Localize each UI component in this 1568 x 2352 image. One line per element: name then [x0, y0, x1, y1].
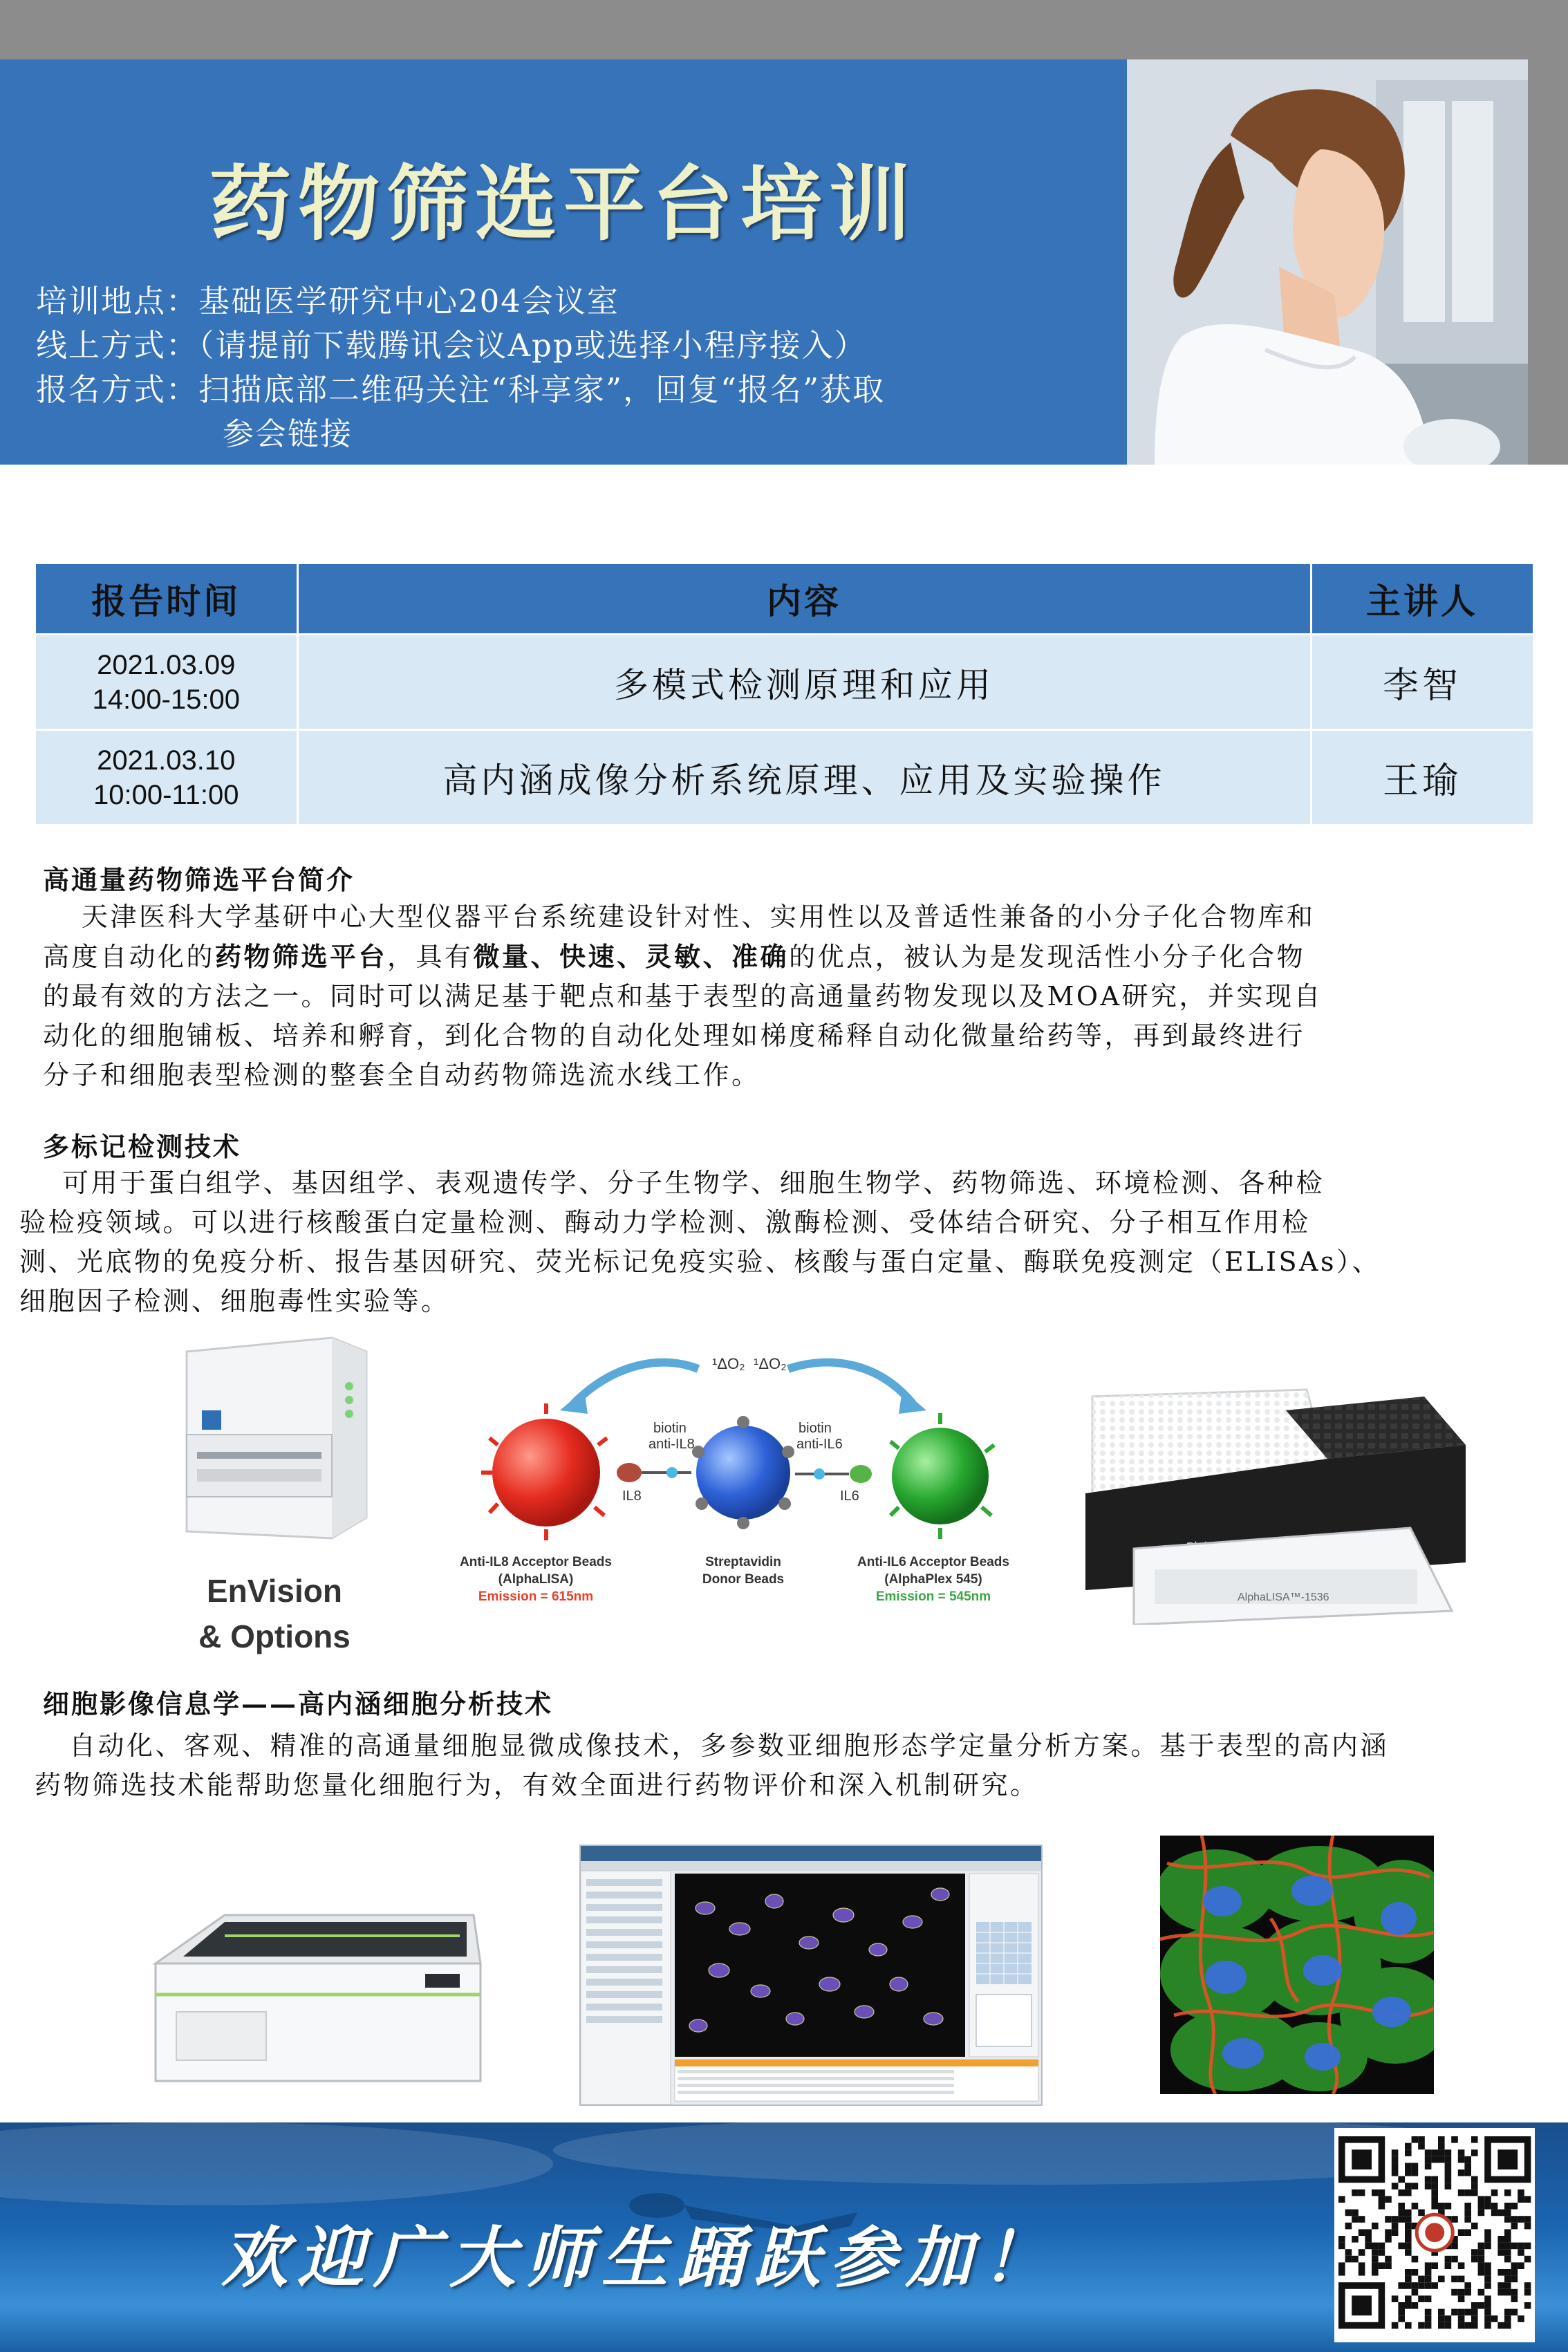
session-time: [36, 635, 297, 730]
donor-caption: Streptavidin: [705, 1555, 781, 1569]
location-line: [36, 282, 619, 320]
signup-label: 报名方式：: [36, 371, 199, 408]
intro-line: 的最有效的方法之一。同时可以满足基于靶点和基于表型的高通量药物发现以及MOA研究，并实现自: [43, 981, 1323, 1011]
session-speaker: 王瑜: [1311, 730, 1533, 825]
session-date: 2021.03.10: [97, 745, 236, 776]
hci-paragraph: [35, 1726, 1562, 1805]
table-row: [36, 730, 1533, 825]
intro-text: ，具有: [387, 942, 474, 972]
donor-bead: [696, 1426, 790, 1520]
page-title: 药物筛选平台培训: [209, 156, 917, 252]
intro-emphasis: 药物筛选平台: [215, 941, 388, 972]
envision-caption-line2: & Options: [198, 1618, 351, 1654]
header-speaker: 主讲人: [1311, 564, 1533, 635]
signup-line-2: 参会链接: [223, 416, 353, 452]
intro-emphasis: 微量、快速、灵敏、准确: [473, 941, 790, 972]
session-date: 2021.03.09: [97, 649, 236, 680]
welcome-slogan: 欢迎广大师生踊跃参加！: [221, 2219, 1058, 2297]
multilabel-line: 验检疫领域。可以进行核酸蛋白定量检测、酶动力学检测、激酶检测、受体结合研究、分子相互作用检: [19, 1207, 1311, 1238]
analysis-software-screenshot: [579, 1845, 1043, 2106]
schedule-header-row: [36, 564, 1533, 635]
envision-instrument-image: [159, 1331, 380, 1552]
multilabel-title: 多标记检测技术: [43, 1131, 242, 1162]
location-value: 基础医学研究中心204会议室: [198, 283, 619, 319]
header-content: 内容: [297, 564, 1311, 635]
top-gray-band: [0, 0, 1568, 59]
envision-caption-line1: EnVision: [207, 1573, 342, 1609]
singlet-arrow-left: [574, 1363, 698, 1403]
online-line: [36, 326, 867, 364]
intro-line: [43, 937, 1529, 977]
session-content: 多模式检测原理和应用: [297, 635, 1311, 730]
acceptor-il6-caption: Anti-IL6 Acceptor Beads: [857, 1555, 1009, 1569]
signup-line: [36, 371, 885, 409]
acceptor-il8-type: (AlphaLISA): [498, 1572, 574, 1587]
multilabel-line: 测、光底物的免疫分析、报告基因研究、荧光标记免疫实验、核酸与蛋白定量、酶联免疫测定（ELISAs）、: [19, 1247, 1381, 1277]
singlet-label-right: ¹ΔO₂: [754, 1355, 787, 1372]
anti-il8-label: anti-IL8: [648, 1437, 695, 1452]
emission-615: Emission = 615nm: [478, 1589, 594, 1604]
alphalisa-1536-label: AlphaLISA™-1536: [1238, 1592, 1329, 1603]
location-label: 培训地点：: [36, 283, 199, 319]
intro-text: 高度自动化的: [43, 942, 216, 972]
session-hours: 14:00-15:00: [92, 684, 240, 715]
singlet-arrow-right: [788, 1363, 913, 1403]
session-hours: 10:00-11:00: [93, 779, 239, 810]
hci-instrument-image: [142, 1867, 487, 2095]
donor-caption-2: Donor Beads: [702, 1572, 785, 1587]
microplates-image: [1079, 1383, 1466, 1625]
header-time: 报告时间: [36, 564, 297, 635]
biotin-label-right: biotin: [799, 1421, 832, 1436]
session-speaker: 李智: [1311, 635, 1533, 730]
session-content: 高内涵成像分析系统原理、应用及实验操作: [297, 730, 1311, 825]
fluorescent-cells-image: [1160, 1836, 1434, 2094]
acceptor-bead-il8: [492, 1419, 600, 1527]
intro-line: 天津医科大学基研中心大型仪器平台系统建设针对性、实用性以及普适性兼备的小分子化合物库和: [82, 902, 1316, 932]
table-row: [36, 635, 1533, 730]
il6-label: IL6: [840, 1488, 859, 1504]
hci-line: 药物筛选技术能帮助您量化细胞行为，有效全面进行药物评价和深入机制研究。: [35, 1770, 1039, 1800]
multilabel-line: 可用于蛋白组学、基因组学、表观遗传学、分子生物学、细胞生物学、药物筛选、环境检测、各种检: [62, 1168, 1325, 1198]
il8-label: IL8: [622, 1488, 642, 1504]
intro-paragraph: [43, 897, 1529, 1095]
schedule-table: [36, 564, 1535, 824]
biotin-label-left: biotin: [653, 1421, 687, 1436]
emission-545: Emission = 545nm: [875, 1589, 991, 1604]
singlet-label-left: ¹ΔO₂: [712, 1355, 745, 1372]
envision-caption: [160, 1568, 389, 1659]
intro-line: 分子和细胞表型检测的整套全自动药物筛选流水线工作。: [43, 1060, 760, 1090]
anti-il6-label: anti-IL6: [796, 1437, 843, 1452]
hci-line: 自动化、客观、精准的高通量细胞显微成像技术，多参数亚细胞形态学定量分析方案。基于表型的高内涵: [69, 1730, 1390, 1761]
qr-code[interactable]: [1334, 2128, 1535, 2342]
acceptor-il6-type: (AlphaPlex 545): [884, 1572, 982, 1587]
online-label: 线上方式：: [36, 327, 199, 364]
intro-line: 动化的细胞铺板、培养和孵育，到化合物的自动化处理如梯度稀释自动化微量给药等，再到最终进行: [43, 1020, 1306, 1051]
alpha-assay-diagram: [456, 1341, 1030, 1618]
signup-value: 扫描底部二维码关注“科享家”，回复“报名”获取: [198, 371, 886, 408]
hci-title: 细胞影像信息学——高内涵细胞分析技术: [43, 1688, 554, 1719]
online-value: （请提前下载腾讯会议App或选择小程序接入）: [198, 327, 867, 364]
scientist-photo: [1127, 59, 1528, 465]
multilabel-paragraph: [19, 1164, 1554, 1321]
acceptor-il8-caption: Anti-IL8 Acceptor Beads: [460, 1555, 612, 1569]
intro-title: 高通量药物筛选平台简介: [43, 864, 355, 895]
acceptor-bead-il6: [892, 1428, 989, 1524]
intro-text: 的优点，被认为是发现活性小分子化合物: [789, 942, 1306, 972]
multilabel-line: 细胞因子检测、细胞毒性实验等。: [19, 1286, 450, 1316]
session-time: [36, 730, 297, 825]
